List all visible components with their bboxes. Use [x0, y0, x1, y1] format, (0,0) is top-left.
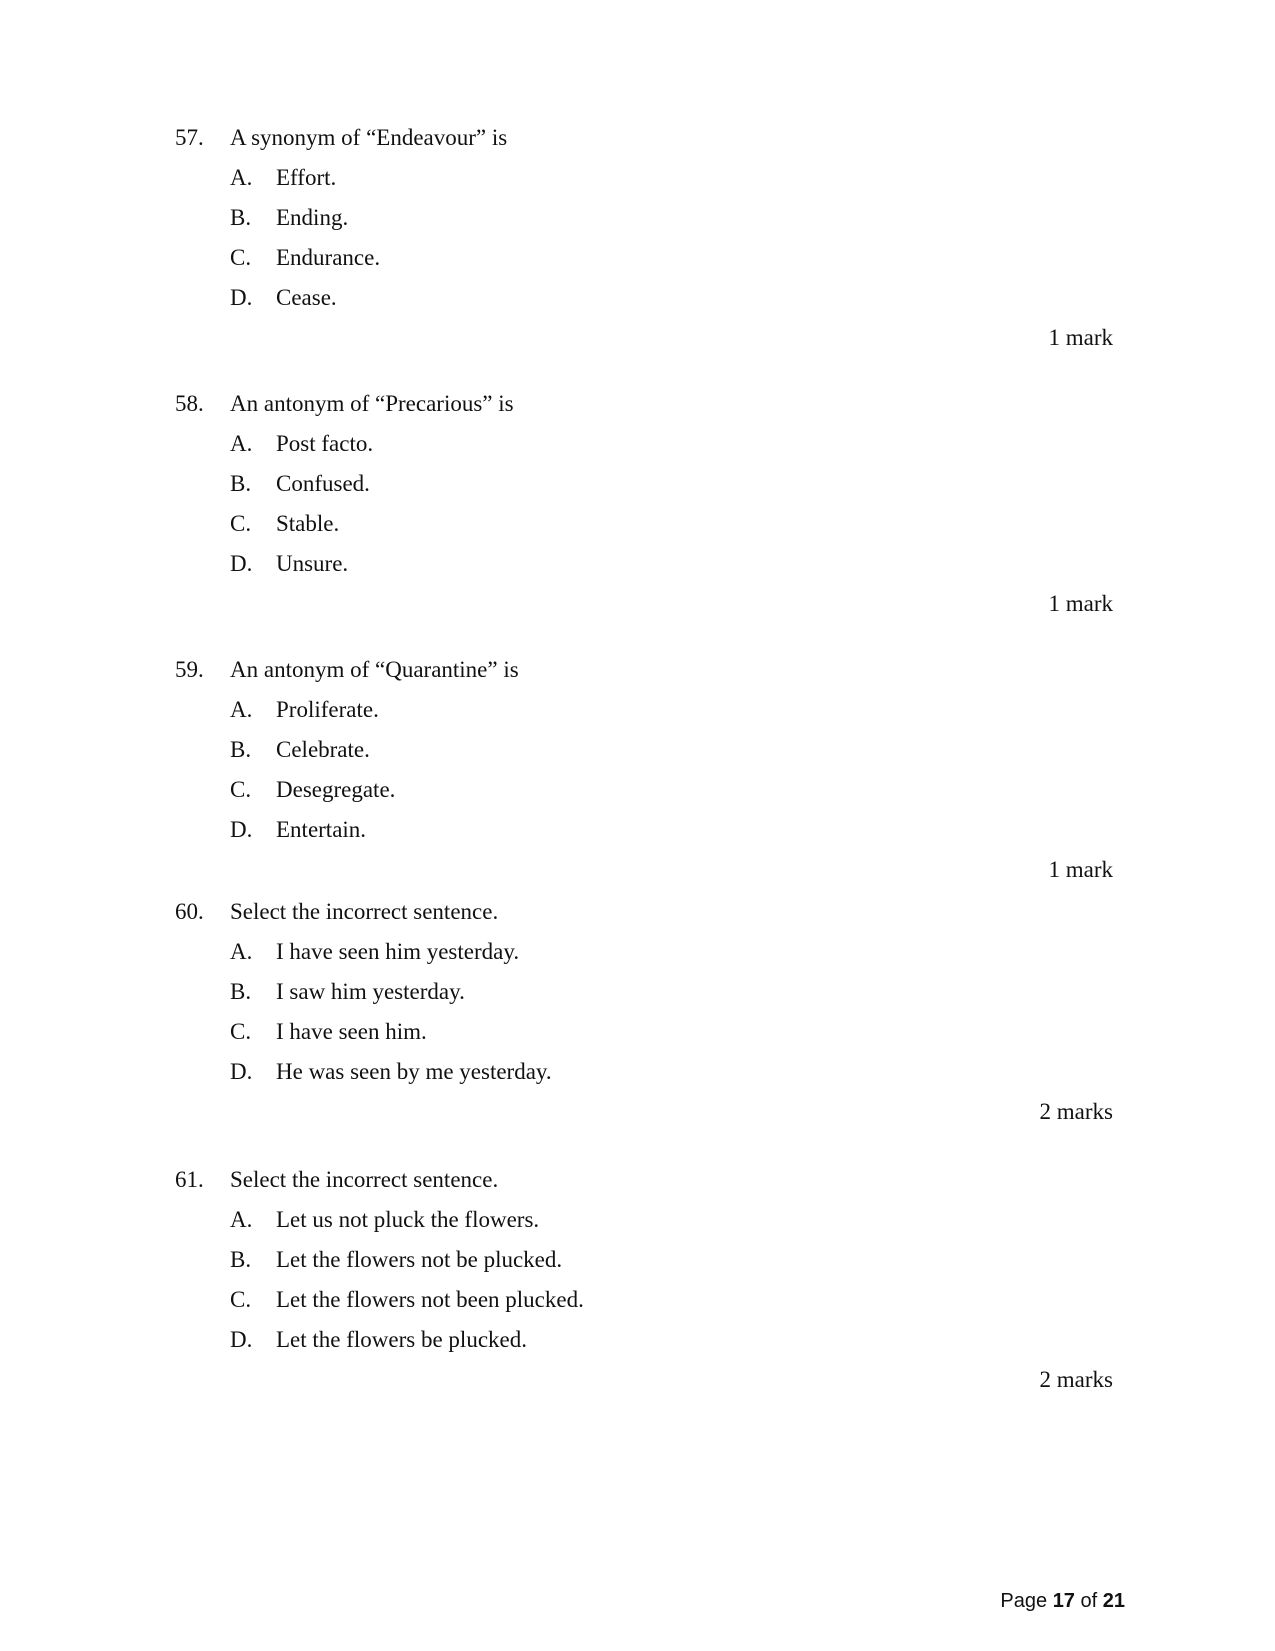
option-letter: A. [230, 939, 253, 964]
option-letter: A. [230, 165, 253, 190]
option-text: Endurance. [276, 245, 381, 270]
option-letter: C. [230, 1019, 252, 1044]
option-text: Confused. [276, 471, 370, 496]
question-number: 60. [175, 899, 204, 924]
option-text: I have seen him. [276, 1019, 427, 1044]
question-text: Select the incorrect sentence. [230, 1167, 499, 1192]
option-letter: C. [230, 511, 252, 536]
option-letter: A. [230, 431, 253, 456]
question-text: An antonym of “Precarious” is [230, 391, 514, 416]
marks-label: 2 marks [1039, 1367, 1113, 1392]
option-text: Ending. [276, 205, 349, 230]
option-letter: C. [230, 777, 252, 802]
option-letter: B. [230, 737, 252, 762]
question-text: An antonym of “Quarantine” is [230, 657, 519, 682]
option-text: Entertain. [276, 817, 367, 842]
question-number: 57. [175, 125, 204, 150]
option-text: Let the flowers not be plucked. [276, 1247, 563, 1272]
option-text: He was seen by me yesterday. [276, 1059, 552, 1084]
option-letter: A. [230, 697, 253, 722]
option-letter: C. [230, 1287, 252, 1312]
option-text: Let the flowers be plucked. [276, 1327, 527, 1352]
total-pages-number: 21 [1102, 1590, 1125, 1612]
option-text: Stable. [276, 511, 340, 536]
option-letter: C. [230, 245, 252, 270]
current-page-number: 17 [1052, 1590, 1075, 1612]
option-letter: B. [230, 471, 252, 496]
marks-label: 1 mark [1048, 857, 1113, 882]
option-letter: B. [230, 1247, 252, 1272]
of-label: of [1080, 1590, 1098, 1612]
option-text: Effort. [276, 165, 337, 190]
option-text: Unsure. [276, 551, 349, 576]
option-text: Post facto. [276, 431, 374, 456]
option-text: Desegregate. [276, 777, 396, 802]
marks-label: 1 mark [1048, 591, 1113, 616]
question-text: Select the incorrect sentence. [230, 899, 499, 924]
option-letter: B. [230, 205, 252, 230]
option-text: I saw him yesterday. [276, 979, 465, 1004]
option-text: Let the flowers not been plucked. [276, 1287, 584, 1312]
option-text: Celebrate. [276, 737, 370, 762]
option-letter: D. [230, 817, 253, 842]
option-text: Cease. [276, 285, 337, 310]
option-letter: A. [230, 1207, 253, 1232]
question-text: A synonym of “Endeavour” is [230, 125, 508, 150]
question-number: 58. [175, 391, 204, 416]
option-letter: D. [230, 1327, 253, 1352]
option-letter: D. [230, 1059, 253, 1084]
option-text: I have seen him yesterday. [276, 939, 520, 964]
option-text: Proliferate. [276, 697, 379, 722]
marks-label: 1 mark [1048, 325, 1113, 350]
page-indicator [1000, 1588, 1125, 1614]
question-number: 59. [175, 657, 204, 682]
option-letter: B. [230, 979, 252, 1004]
option-letter: D. [230, 285, 253, 310]
marks-label: 2 marks [1039, 1099, 1113, 1124]
option-text: Let us not pluck the flowers. [276, 1207, 540, 1232]
page-label: Page [1000, 1590, 1048, 1612]
question-number: 61. [175, 1167, 204, 1192]
option-letter: D. [230, 551, 253, 576]
